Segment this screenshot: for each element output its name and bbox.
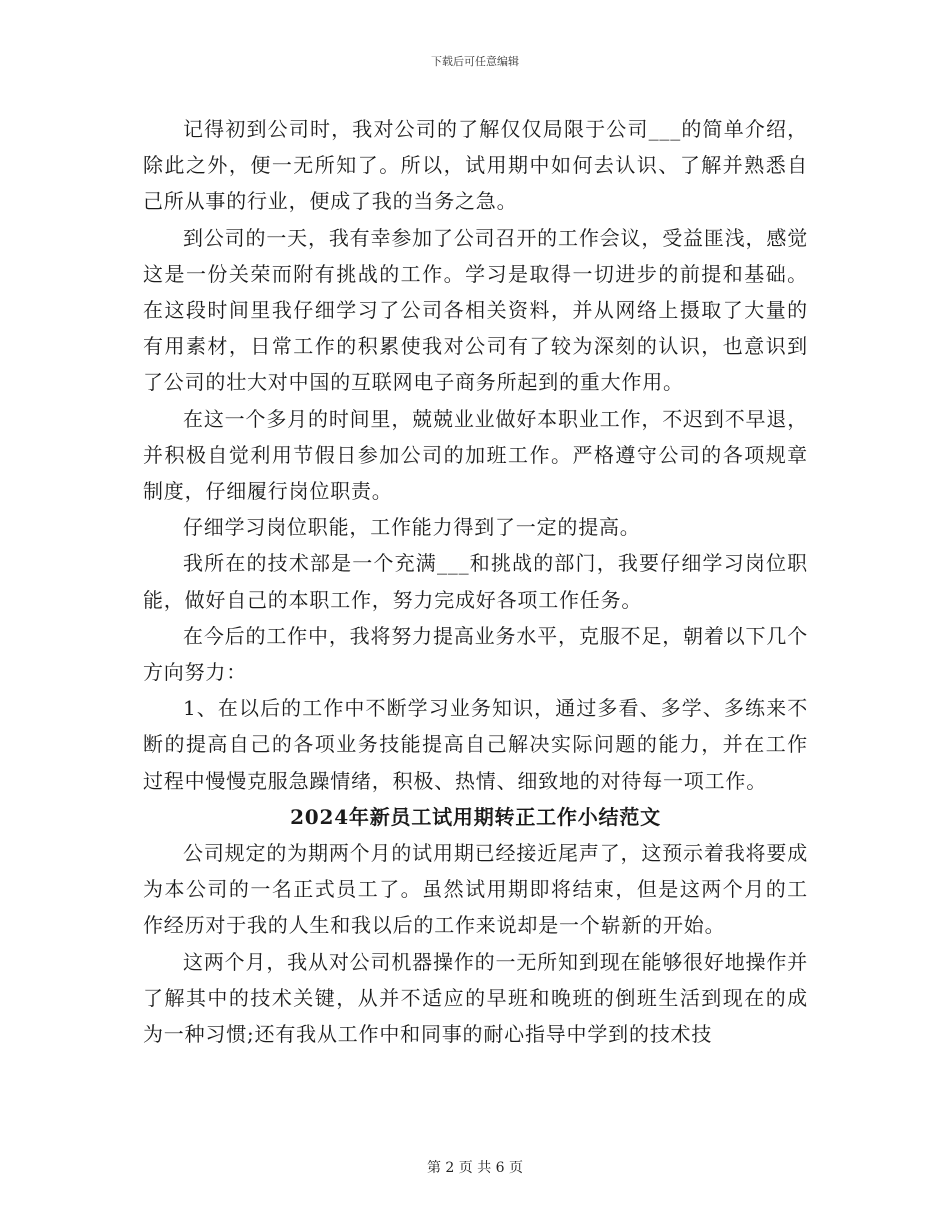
paragraph: 公司规定的为期两个月的试用期已经接近尾声了，这预示着我将要成为本公司的一名正式员工了。虽然试用期即将结束，但是这两个月的工作经历对于我的人生和我以后的工作来说却是一个崭新的开始。 xyxy=(143,841,808,938)
paragraph: 在这一个多月的时间里，兢兢业业做好本职业工作，不迟到不早退，并积极自觉利用节假日参加公司的加班工作。严格遵守公司的各项规章制度，仔细履行岗位职责。 xyxy=(143,406,808,504)
paragraph: 仔细学习岗位职能，工作能力得到了一定的提高。 xyxy=(183,515,641,540)
page-number: 第 2 页 共 6 页 xyxy=(426,1160,524,1176)
paragraph: 到公司的一天，我有幸参加了公司召开的工作会议，受益匪浅，感觉这是一份关荣而附有挑战的工作。学习是取得一切进步的前提和基础。在这段时间里我仔细学习了公司各相关资料，并从网络上摄取了大量的有用素材，日常工作的积累使我对公司有了较为深刻的认识，也意识到了公司的壮大对中国的互联网电子商务所起到的重大作用。 xyxy=(143,225,808,395)
paragraph: 我所在的技术部是一个充满___和挑战的部门，我要仔细学习岗位职能，做好自己的本职工作，努力完成好各项工作任务。 xyxy=(143,551,808,612)
paragraph: 在今后的工作中，我将努力提高业务水平，克服不足，朝着以下几个方向努力： xyxy=(143,623,808,685)
paragraph: 1、在以后的工作中不断学习业务知识，通过多看、多学、多练来不断的提高自己的各项业务技能提高自己解决实际问题的能力，并在工作过程中慢慢克服急躁情绪，积极、热情、细致地的对待每一项工作。 xyxy=(143,696,808,793)
paragraph: 记得初到公司时，我对公司的了解仅仅局限于公司___的简单介绍，除此之外，便一无所知了。所以，试用期中如何去认识、了解并熟悉自己所从事的行业，便成了我的当务之急。 xyxy=(143,117,808,214)
header-note: 下载后可任意编辑 xyxy=(431,55,519,68)
document-body xyxy=(143,111,808,1052)
section-title: 2024年新员工试用期转正工作小结范文 xyxy=(290,804,661,829)
paragraph: 这两个月，我从对公司机器操作的一无所知到现在能够很好地操作并了解其中的技术关键，从并不适应的早班和晚班的倒班生活到现在的成为一种习惯;还有我从工作中和同事的耐心指导中学到的技术技 xyxy=(143,949,808,1047)
